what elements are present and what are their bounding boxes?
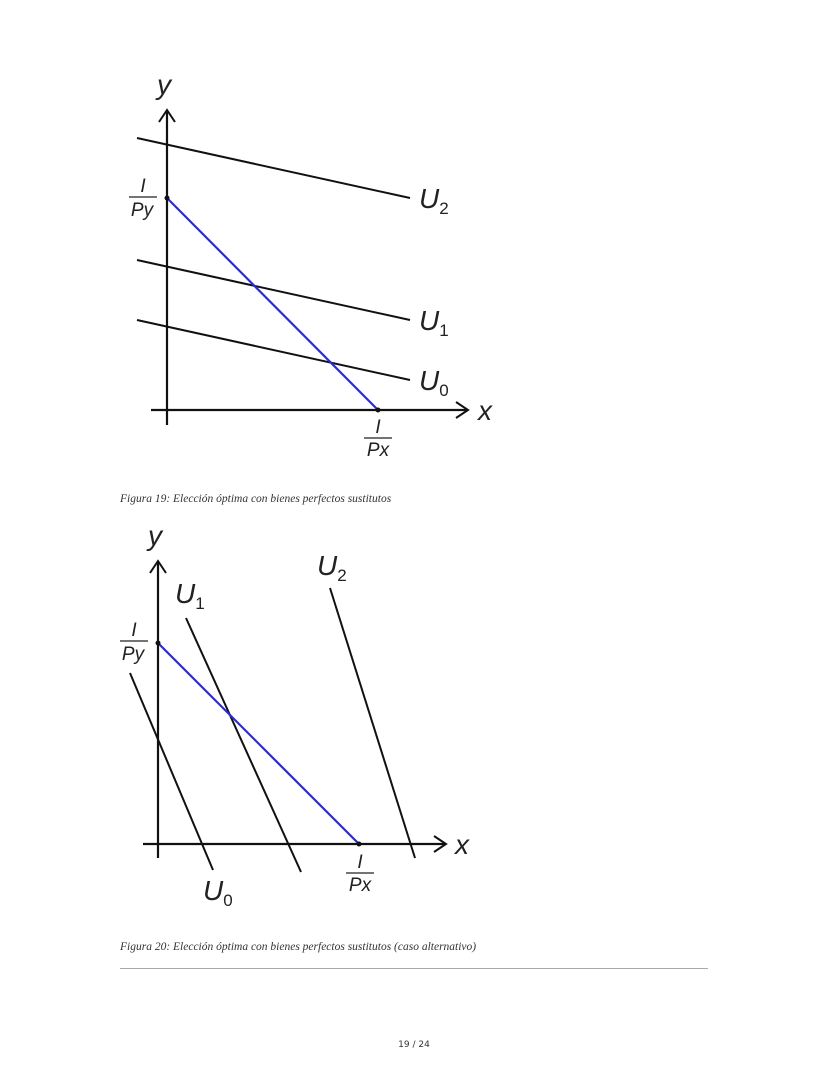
page-number: 19 / 24	[398, 1040, 430, 1050]
x-intercept-numerator-fig20: I	[357, 852, 363, 873]
indifference-curve-u2	[137, 138, 410, 198]
curve-label-u1-fig20: $U_1$	[175, 578, 205, 613]
budget-line-fig20	[158, 643, 359, 844]
x-intercept-numerator: I	[375, 417, 381, 438]
budget-intercept-y-point-fig20	[156, 641, 161, 646]
curve-label-u0: $U_0$	[419, 365, 449, 400]
x-axis-label-fig20: x	[455, 829, 469, 860]
y-intercept-denominator: Py	[130, 200, 154, 221]
x-axis-label: x	[478, 395, 492, 426]
y-axis-label: y	[157, 69, 171, 100]
curve-label-u2: $U_2$	[419, 183, 449, 218]
x-intercept-denominator-fig20: Px	[348, 875, 372, 896]
indifference-curve-u1-fig20	[186, 618, 301, 872]
indifference-curve-u2-fig20	[330, 588, 415, 858]
budget-intercept-x-point	[376, 408, 381, 413]
curve-label-u2-fig20: $U_2$	[317, 550, 347, 585]
indifference-curve-u0-fig20	[130, 673, 213, 870]
section-divider	[120, 968, 708, 969]
indifference-curve-u1	[137, 260, 410, 320]
y-axis-label-fig20: y	[148, 520, 162, 551]
y-intercept-denominator-fig20: Py	[121, 644, 145, 665]
curve-label-u1: $U_1$	[419, 305, 449, 340]
budget-line	[167, 198, 378, 410]
budget-intercept-x-point-fig20	[357, 842, 362, 847]
x-intercept-denominator: Px	[366, 440, 390, 461]
figure-19-caption: Figura 19: Elección óptima con bienes perfectos sustitutos	[120, 493, 392, 505]
budget-intercept-y-point	[165, 196, 170, 201]
figure-20-caption: Figura 20: Elección óptima con bienes perfectos sustitutos (caso alternativo)	[120, 941, 477, 953]
curve-label-u0-fig20: $U_0$	[203, 875, 233, 910]
y-intercept-numerator-fig20: I	[131, 620, 137, 641]
y-intercept-numerator: I	[140, 176, 146, 197]
indifference-curve-u0	[137, 320, 410, 380]
